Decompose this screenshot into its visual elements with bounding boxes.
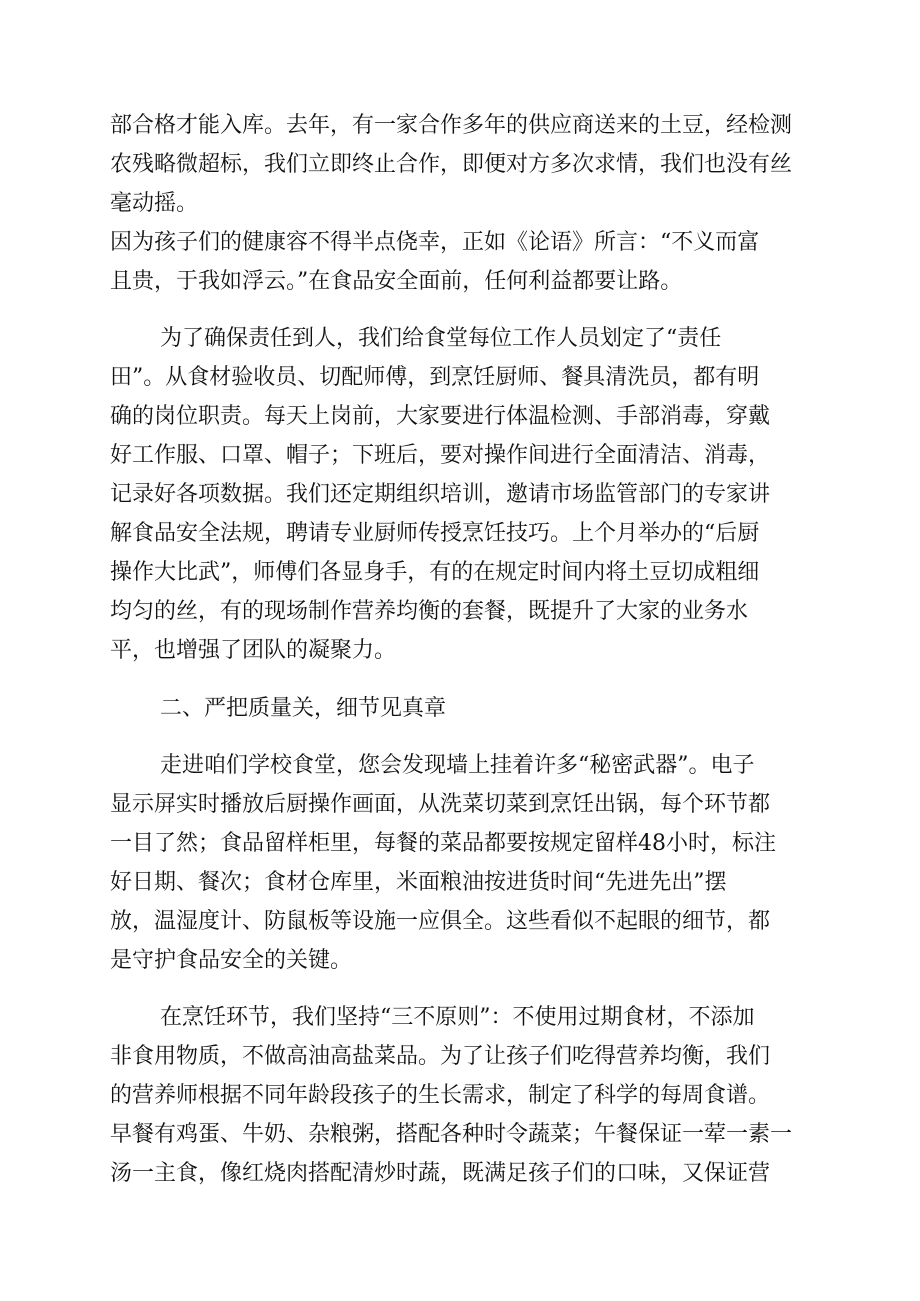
text-line: 早餐有鸡蛋、牛奶、杂粮粥，搭配各种时令蔬菜；午餐保证一荤一素一 xyxy=(110,1122,793,1147)
text-line: 部合格才能入库。去年，有一家合作多年的供应商送来的土豆，经检测 xyxy=(110,113,793,138)
text-line: 平，也增强了团队的凝聚力。 xyxy=(110,638,397,663)
text-line: 放，温湿度计、防鼠板等设施一应俱全。这些看似不起眼的细节，都 xyxy=(110,909,771,934)
text-line: 的营养师根据不同年龄段孩子的生长需求，制定了科学的每周食谱。 xyxy=(110,1083,771,1108)
text-line: 毫动摇。 xyxy=(110,191,199,216)
text-line: 非食用物质，不做高油高盐菜品。为了让孩子们吃得营养均衡，我们 xyxy=(110,1044,771,1069)
text-line: 显示屏实时播放后厨操作画面，从洗菜切菜到烹饪出锅，每个环节都 xyxy=(110,792,771,817)
text-line: 是守护食品安全的关键。 xyxy=(110,948,353,973)
text-line: 一目了然；食品留样柜里，每餐的菜品都要按规定留样48小时，标注 xyxy=(110,831,776,856)
text-line: 在烹饪环节，我们坚持“三不原则”：不使用过期食材，不添加 xyxy=(160,1005,755,1030)
text-line: 田”。从食材验收员、切配师傅，到烹饪厨师、餐具清洗员，都有明 xyxy=(110,365,760,390)
text-line: 且贵，于我如浮云。”在食品安全面前，任何利益都要让路。 xyxy=(110,269,683,294)
text-line: 好工作服、口罩、帽子；下班后，要对操作间进行全面清洁、消毒， xyxy=(110,443,771,468)
text-line: 确的岗位职责。每天上岗前，大家要进行体温检测、手部消毒，穿戴 xyxy=(110,404,771,429)
text-line: 解食品安全法规，聘请专业厨师传授烹饪技巧。上个月举办的“后厨 xyxy=(110,521,760,546)
text-line: 农残略微超标，我们立即终止合作，即便对方多次求情，我们也没有丝 xyxy=(110,152,793,177)
text-line: 走进咱们学校食堂，您会发现墙上挂着许多“秘密武器”。电子 xyxy=(160,753,755,778)
text-line: 为了确保责任到人，我们给食堂每位工作人员划定了“责任 xyxy=(160,326,722,351)
text-line: 好日期、餐次；食材仓库里，米面粮油按进货时间“先进先出”摆 xyxy=(110,870,727,895)
text-line: 汤一主食，像红烧肉搭配清炒时蔬，既满足孩子们的口味，又保证营 xyxy=(110,1161,771,1186)
text-line: 均匀的丝，有的现场制作营养均衡的套餐，既提升了大家的业务水 xyxy=(110,599,749,624)
text-line: 因为孩子们的健康容不得半点侥幸，正如《论语》所言：“不义而富 xyxy=(110,230,760,255)
text-line: 操作大比武”，师傅们各显身手，有的在规定时间内将土豆切成粗细 xyxy=(110,560,760,585)
section-heading: 二、严把质量关，细节见真章 xyxy=(160,696,447,721)
text-line: 记录好各项数据。我们还定期组织培训，邀请市场监管部门的专家讲 xyxy=(110,482,771,507)
